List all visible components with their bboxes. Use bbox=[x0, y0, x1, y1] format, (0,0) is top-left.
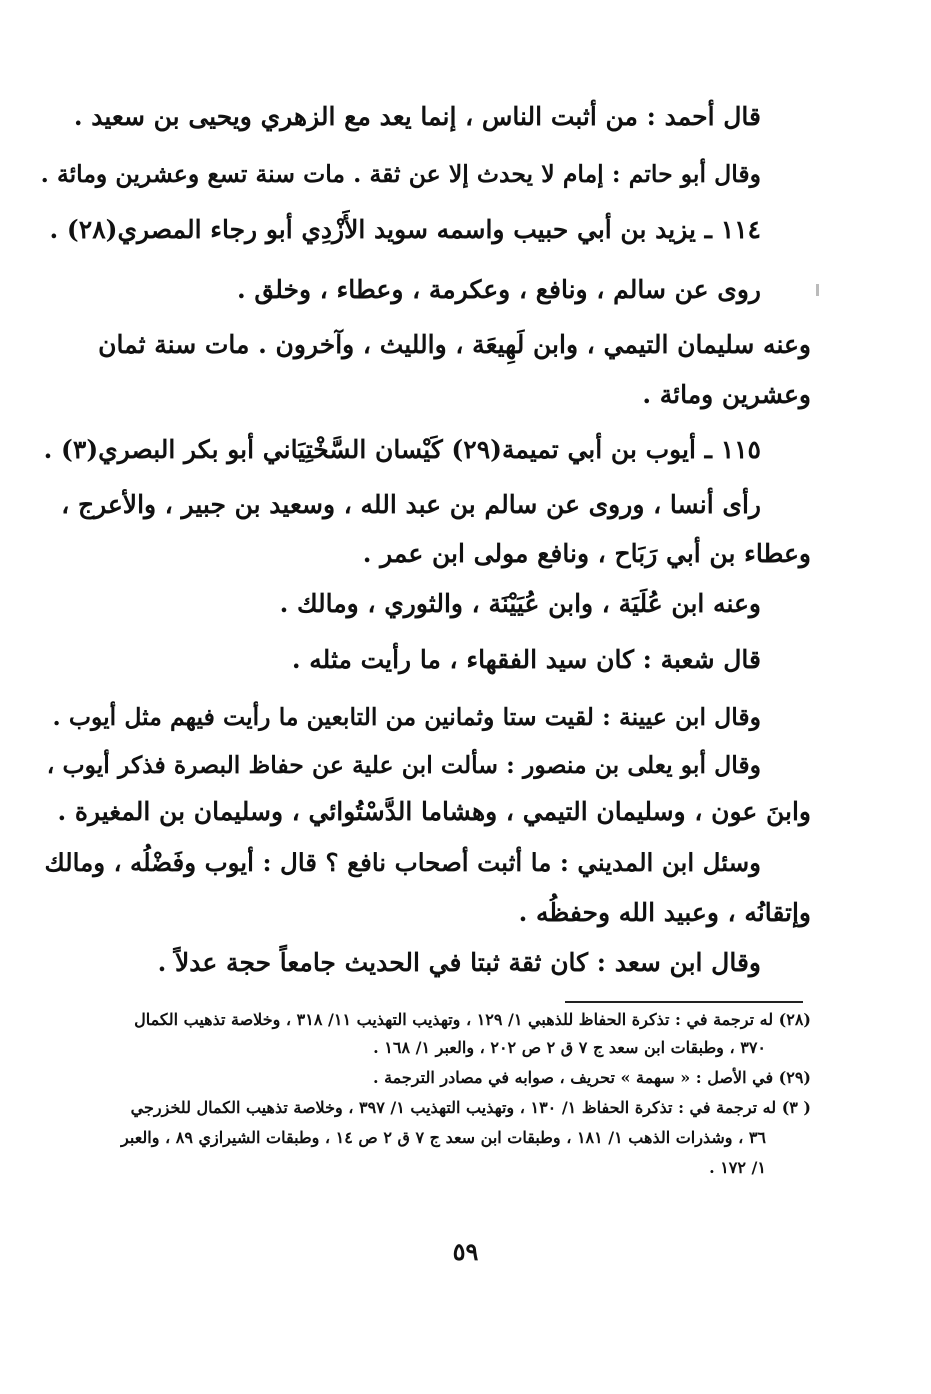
text-line: وابنَ عون ، وسليمان التيمي ، وهشاما الدَّسْتُوائي ، وسليمان بن المغيرة . bbox=[57, 797, 811, 826]
entry-heading-114: ١١٤ ـ يزيد بن أبي حبيب واسمه سويد الأَزْدِي أبو رجاء المصري(٢٨) . bbox=[49, 215, 761, 244]
footnote-28-cont: ٣٧٠ ، وطبقات ابن سعد ج ٧ ق ٢ ص ٢٠٢ ، والعبر ١/ ١٦٨ . bbox=[373, 1038, 766, 1057]
footnote-3-cont: ٣٦ ، وشذرات الذهب ١/ ١٨١ ، وطبقات ابن سعد ج ٧ ق ٢ ص ١٤ ، وطبقات الشيرازي ٨٩ ، والعبر bbox=[121, 1128, 766, 1147]
footnote-29: (٢٩) في الأصل : « سهمة » تحريف ، صوابه في مصادر الترجمة . bbox=[372, 1068, 811, 1087]
scan-mark bbox=[816, 284, 819, 296]
text-line: روى عن سالم ، ونافع ، وعكرمة ، وعطاء ، وخلق . bbox=[236, 275, 761, 304]
footnote-3-cont: ١/ ١٧٢ . bbox=[709, 1158, 766, 1177]
footnote-3: ( ٣) له ترجمة في : تذكرة الحفاظ ١/ ١٣٠ ، وتهذيب التهذيب ١/ ٣٩٧ ، وخلاصة تذهيب الكمال للخزرجي bbox=[130, 1098, 811, 1117]
text-line: وقال ابن سعد : كان ثقة ثبتا في الحديث جامعاً حجة عدلاً . bbox=[157, 948, 761, 977]
text-line: وعنه سليمان التيمي ، وابن لَهِيعَة ، والليث ، وآخرون . مات سنة ثمان bbox=[98, 330, 811, 359]
footnote-28: (٢٨) له ترجمة في : تذكرة الحفاظ للذهبي ١/ ١٢٩ ، وتهذيب التهذيب ١١/ ٣١٨ ، وخلاصة تذهيب الكمال bbox=[134, 1010, 811, 1029]
text-line: وإتقانُه ، وعبيد الله وحفظُه . bbox=[518, 898, 811, 927]
text-line: قال أحمد : من أثبت الناس ، إنما يعد مع الزهري ويحيى بن سعيد . bbox=[73, 102, 761, 131]
page-number: ٥٩ bbox=[452, 1237, 479, 1266]
text-line: رأى أنسا ، وروى عن سالم بن عبد الله ، وسعيد بن جبير ، والأعرج ، bbox=[61, 490, 761, 519]
text-line: وقال أبو يعلى بن منصور : سألت ابن علية عن حفاظ البصرة فذكر أيوب ، bbox=[46, 751, 761, 779]
text-line: وعطاء بن أبي رَبَاح ، ونافع مولى ابن عمر . bbox=[362, 539, 811, 568]
text-line: وعشرين ومائة . bbox=[642, 380, 811, 409]
entry-heading-115: ١١٥ ـ أيوب بن أبي تميمة(٢٩) كَيْسان السَّخْتِيَاني أبو بكر البصري(٣) . bbox=[43, 435, 761, 464]
text-line: قال شعبة : كان سيد الفقهاء ، ما رأيت مثله . bbox=[291, 645, 761, 674]
text-line: وعنه ابن عُلَيَة ، وابن عُيَيْنَة ، والثوري ، ومالك . bbox=[279, 589, 761, 618]
text-line: وقال أبو حاتم : إمام لا يحدث إلا عن ثقة . مات سنة تسع وعشرين ومائة . bbox=[40, 160, 761, 188]
text-line: وقال ابن عيينة : لقيت ستا وثمانين من التابعين ما رأيت فيهم مثل أيوب . bbox=[52, 703, 761, 731]
text-line: وسئل ابن المديني : ما أثبت أصحاب نافع ؟ قال : أيوب وفَضْلُه ، ومالك bbox=[44, 848, 761, 877]
footnote-divider bbox=[565, 1001, 803, 1003]
